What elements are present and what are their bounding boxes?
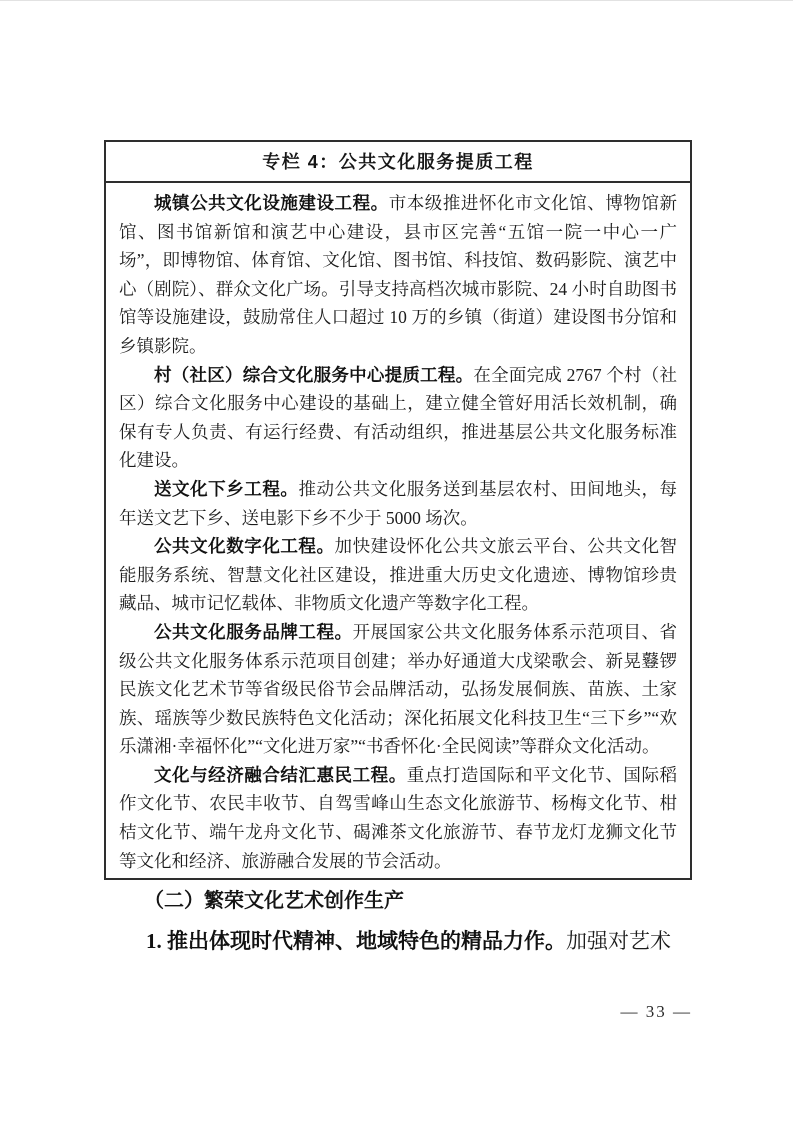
box-paragraph-service-brand (119, 618, 677, 761)
numbered-paragraph (104, 924, 692, 958)
special-column-box (104, 140, 692, 880)
box-paragraph-digitalization (119, 532, 677, 618)
paragraph-body: 加快建设怀化公共文旅云平台、公共文化智能服务系统、智慧文化社区建设，推进重大历史文化遗迹、博物馆珍贵藏品、城市记忆载体、非物质文化遗产等数字化工程。 (119, 536, 678, 614)
page-top-edge (0, 0, 793, 1)
box-paragraph-culture-economy (119, 761, 677, 875)
page-number: — 33 — (620, 1002, 692, 1021)
box-paragraph-culture-to-countryside (119, 475, 677, 532)
paragraph-lead: 公共文化数字化工程。 (154, 536, 335, 557)
paragraph-lead: 送文化下乡工程。 (154, 478, 299, 499)
paragraph-lead: 城镇公共文化设施建设工程。 (154, 193, 389, 213)
box-title: 专栏 4：公共文化服务提质工程 (106, 142, 690, 183)
paragraph-body: 开展国家公共文化服务体系示范项目、省级公共文化服务体系示范项目创建；举办好通道大戊梁歌会、新晃鼟锣民族文化艺术节等省级民俗节会品牌活动，弘扬发展侗族、苗族、土家族、瑶族等少数民族特色文化活动；深化拓展文化科技卫生“三下乡”“欢乐潇湘·幸福怀化”“文化进万家”“书香怀化·全民阅读”等群众文化活动。 (119, 621, 678, 757)
numbered-paragraph-body: 加强对艺术 (566, 929, 671, 953)
paragraph-lead: 文化与经济融合结汇惠民工程。 (154, 764, 407, 785)
subsection-heading: （二）繁荣文化艺术创作生产 (144, 890, 404, 912)
paragraph-body: 市本级推进怀化市文化馆、博物馆新馆、图书馆新馆和演艺中心建设，县市区完善“五馆一院一中心一广场”，即博物馆、体育馆、文化馆、图书馆、科技馆、数码影院、演艺中心（剧院）、群众文化广场。引导支持高档次城市影院、24 小时自助图书馆等设施建设，鼓励常住人口超过 10 万的乡镇（街道）建设图书分馆和乡镇影院。 (119, 193, 678, 356)
paragraph-lead: 公共文化服务品牌工程。 (154, 621, 353, 642)
box-body (106, 183, 690, 880)
numbered-paragraph-lead: 1. 推出体现时代精神、地域特色的精品力作。 (146, 929, 566, 953)
paragraph-body: 重点打造国际和平文化节、国际稻作文化节、农民丰收节、自驾雪峰山生态文化旅游节、杨梅文化节、柑桔文化节、端午龙舟文化节、碣滩茶文化旅游节、春节龙灯龙狮文化节等文化和经济、旅游融合发展的节会活动。 (119, 764, 677, 871)
box-paragraph-village-centers (119, 361, 677, 475)
box-paragraph-urban-facilities (119, 189, 677, 361)
paragraph-body: 在全面完成 2767 个村（社区）综合文化服务中心建设的基础上，建立健全管好用活长效机制，确保有专人负责、有运行经费、有活动组织，推进基层公共文化服务标准化建设。 (119, 364, 678, 471)
paragraph-lead: 村（社区）综合文化服务中心提质工程。 (154, 364, 474, 385)
paragraph-body: 推动公共文化服务送到基层农村、田间地头，每年送文艺下乡、送电影下乡不少于 5000 场次。 (119, 478, 678, 528)
